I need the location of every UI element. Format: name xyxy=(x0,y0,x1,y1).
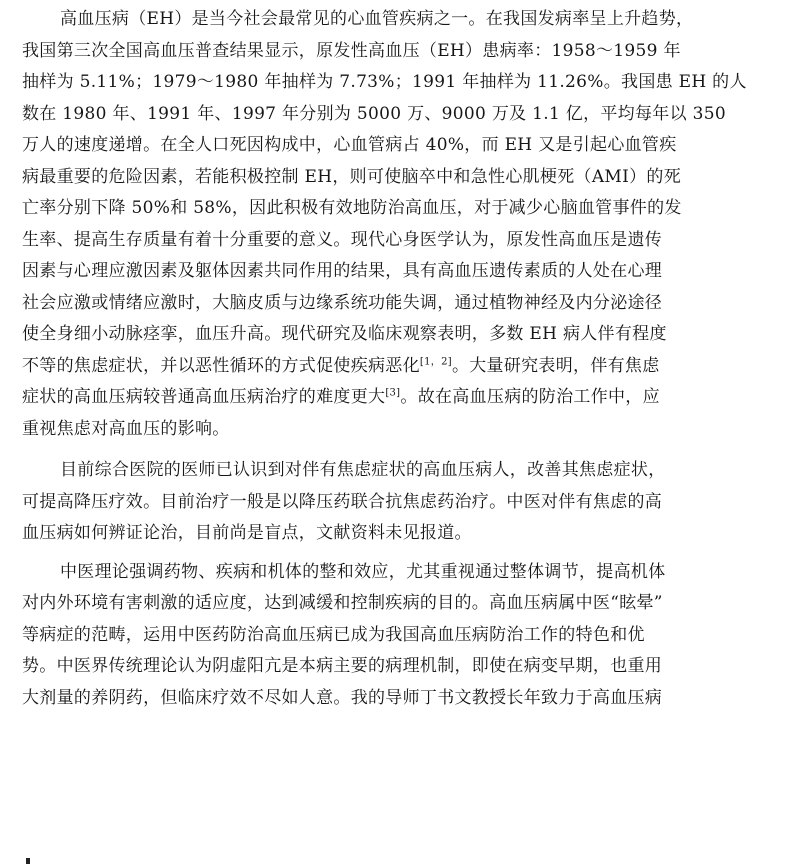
text-line-with-citation xyxy=(22,351,770,383)
text-line: 等病症的范畴，运用中医药防治高血压病已成为我国高血压病防治工作的特色和优 xyxy=(22,624,645,645)
text-line: 社会应激或情绪应激时，大脑皮质与边缘系统功能失调，通过植物神经及内分泌途径 xyxy=(22,292,663,313)
text-fragment: 。故在高血压病的防治工作中，应 xyxy=(400,387,660,407)
text-line: 目前综合医院的医师已认识到对伴有焦虑症状的高血压病人，改善其焦虑症状， xyxy=(60,460,666,480)
text-line: 使全身细小动脉痉挛，血压升高。现代研究及临床观察表明，多数 EH 病人伴有程度 xyxy=(22,324,667,344)
cropped-next-line xyxy=(22,856,42,864)
text-line: 中医理论强调药物、疾病和机体的整和效应，尤其重视通过整体调节，提高机体 xyxy=(60,561,666,582)
text-line: 大剂量的养阴药，但临床疗效不尽如人意。我的导师丁书文教授长年致力于高血压病 xyxy=(22,687,663,708)
citation-superscript: [1，2] xyxy=(419,355,452,367)
paragraph-3 xyxy=(22,557,770,715)
text-line: 势。中医界传统理论认为阴虚阳亢是本病主要的病理机制，即使在病变早期，也重用 xyxy=(22,656,663,676)
text-line: 高血压病（EH）是当今社会最常见的心血管疾病之一。在我国发病率呈上升趋势， xyxy=(60,9,694,29)
text-line: 我国第三次全国高血压普查结果显示，原发性高血压（EH）患病率：1958～1959 年 xyxy=(22,40,681,61)
text-line: 万人的速度递增。在全人口死因构成中，心血管病占 40%，而 EH 又是引起心血管疾 xyxy=(22,135,677,155)
text-line: 生率、提高生存质量有着十分重要的意义。现代心身医学认为，原发性高血压是遗传 xyxy=(22,229,663,250)
paragraph-2 xyxy=(22,455,770,550)
text-fragment: 不等的焦虑症状，并以恶性循环的方式促使疾病恶化 xyxy=(22,355,420,376)
text-line: 对内外环境有害刺激的适应度，达到减缓和控制疾病的目的。高血压病属中医“眩晕” xyxy=(22,593,663,613)
text-line: 抽样为 5.11%；1979～1980 年抽样为 7.73%；1991 年抽样为 11.26%。我国患 EH 的人 xyxy=(22,72,747,92)
paragraph-1 xyxy=(22,4,770,445)
text-line: 数在 1980 年、1991 年、1997 年分别为 5000 万、9000 万及 1.1 亿，平均每年以 350 xyxy=(22,103,726,124)
cropped-glyph xyxy=(26,858,30,864)
text-line: 亡率分别下降 50%和 58%，因此积极有效地防治高血压，对于减少心脑血管事件的发 xyxy=(22,198,682,218)
text-fragment: 。大量研究表明，伴有焦虑 xyxy=(451,355,660,376)
text-line-with-citation xyxy=(22,382,770,414)
text-line: 重视焦虑对高血压的影响。 xyxy=(22,418,230,439)
text-line: 血压病如何辨证论治，目前尚是盲点，文献资料未见报道。 xyxy=(22,523,472,543)
citation-superscript: [3] xyxy=(385,387,401,399)
text-line: 因素与心理应激因素及躯体因素共同作用的结果，具有高血压遗传素质的人处在心理 xyxy=(22,261,663,281)
text-line: 病最重要的危险因素，若能积极控制 EH，则可使脑卒中和急性心肌梗死（AMI）的死 xyxy=(22,166,682,187)
text-fragment: 症状的高血压病较普通高血压病治疗的难度更大 xyxy=(22,387,386,407)
text-line: 可提高降压疗效。目前治疗一般是以降压药联合抗焦虑药治疗。中医对伴有焦虑的高 xyxy=(22,491,663,512)
document-page xyxy=(22,4,770,714)
